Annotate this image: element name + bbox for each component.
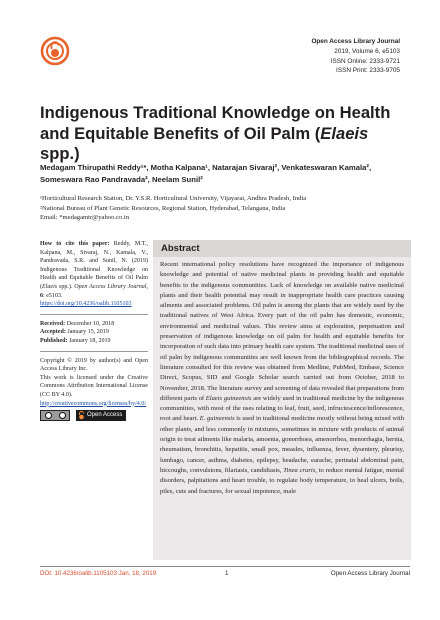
affiliation-1: ¹Horticultural Research Station, Dr. Y.S.R. Horticultural University, Vijayarai, Andhra Pradesh, India	[40, 195, 307, 202]
published-date: Published: January 18, 2019	[40, 337, 111, 344]
journal-logo-icon	[40, 36, 70, 66]
author-list	[40, 162, 402, 187]
abstract-panel	[153, 240, 411, 560]
author-line-2: Someswara Rao Pandravada², Neelam Sunil²	[40, 175, 203, 185]
copyright-notice: Copyright © 2019 by author(s) and Open Access Library Inc.	[40, 357, 148, 373]
journal-info	[311, 37, 400, 76]
affiliations	[40, 194, 402, 223]
open-access-badge: Open Access	[76, 410, 126, 421]
author-line-1: Medagam Thirupathi Reddy¹*, Motha Kalpana¹, Natarajan Sivaraj², Venkateswaran Kamala²,	[40, 163, 372, 172]
affiliation-2: ²National Bureau of Plant Genetic Resources, Regional Station, Hyderabad, Telangana, India	[40, 204, 286, 212]
abstract-heading: Abstract	[153, 240, 411, 257]
article-dates	[40, 320, 148, 346]
paper-title: Indigenous Traditional Knowledge on Health and Equitable Benefits of Oil Palm (Elaeis spp.)	[40, 103, 391, 163]
footer-divider	[40, 566, 410, 567]
corresponding-email: Email: *medagamtr@yahoo.co.in	[40, 214, 130, 221]
accepted-date: Accepted: January 15, 2019	[40, 329, 109, 336]
issn-online: ISSN Online: 2333-9721	[330, 57, 400, 65]
sidebar-divider	[40, 351, 148, 352]
doi-link[interactable]: https://doi.org/10.4236/oalib.1105103	[40, 301, 132, 308]
volume-line: 2019, Volume 6, e5103	[334, 47, 400, 55]
sidebar-divider	[40, 314, 148, 315]
citation-block: How to cite this paper: Reddy, M.T., Kalpana, M., Sivaraj, N., Kamala, V., Pandravada, S.R. and Sunil, N. (2019) Indigenous Traditional Knowledge on Health and Equitable Benefits of Oil Palm (Elaeis spp.). Open Access Library Journal, 6: e5103. https://doi.org/10.4236/oalib.1105103	[40, 241, 148, 308]
page-number: 1	[225, 570, 229, 577]
open-access-icon	[78, 411, 85, 420]
license-link[interactable]: http://creativecommons.org/licenses/by/4.0/	[40, 400, 147, 407]
license-badges	[40, 410, 148, 421]
journal-name: Open Access Library Journal	[311, 38, 400, 45]
cc-by-icon[interactable]	[40, 410, 70, 421]
license-notice: This work is licensed under the Creative Commons Attribution International License (CC BY 4.0).	[40, 374, 148, 398]
abstract-text: Recent international policy resolutions have recognized the importance of indigenous knowledge and potential of native medicinal plants in providing health and equitable benefits to the indigenous communities. Lack of knowledge on available native medicinal plants and their health potential may result in inappropriate health care practices causing ailments and associated problems. Oil palm is among the plants that are widely used by the traditional natives of West Africa. Every part of the oil palm has domestic, economic, environmental and medicinal values. This review aims at exploration, perpetuation and preservation of indigenous knowledge on oil palm for health and equitable benefits for incorporation of such data into primary health care system. The traditional medicinal uses of oil palm by indigenous communities are well known from the bibliographical records. The literature consulted for this review was obtained from Medline, PubMed, Embase, Science Direct, Scopus, SID and Google Scholar search carried out from October, 2018 to November, 2018. The literature survey and screening of data revealed that preparations from different parts of Elaeis guineensis are widely used in traditional medicine by the indigenous communities, with most of the uses relating to leaf, fruit, seed, infructescence/inflorescence, root and heart. E. guineensis is used in traditional medicine mostly without being mixed with other plants, and less commonly in mixtures, sometimes in mixture with products of animal origin to treat ailments like malaria, amoenia, gonorrhoea, amenorrhea, menorrhagia, hernia, rheumatism, bronchitis, hepatitis, small pox, measles, influenza, fever, dysentery, pleurisy, lumbago, cancer, asthma, diabetes, epilepsy, headache, earache, perinatal abdominal pain, hiccoughs, convulsions, filariasis, candidiasis, Tinea cruris, to reduce mental fatigue, mental disorders, palpitations and heart trouble, to regulate body temperature, to heal ulcers, boils, piles, cuts and fractures, for sexual impotence, male	[160, 261, 405, 495]
received-date: Received: December 10, 2018	[40, 320, 115, 327]
issn-print: ISSN Print: 2333-9705	[336, 67, 400, 75]
footer-doi: DOI: 10.4236/oalib.1105103 Jan. 18, 2019	[40, 570, 157, 577]
footer-journal: Open Access Library Journal	[330, 570, 410, 577]
article-sidebar	[40, 240, 148, 421]
